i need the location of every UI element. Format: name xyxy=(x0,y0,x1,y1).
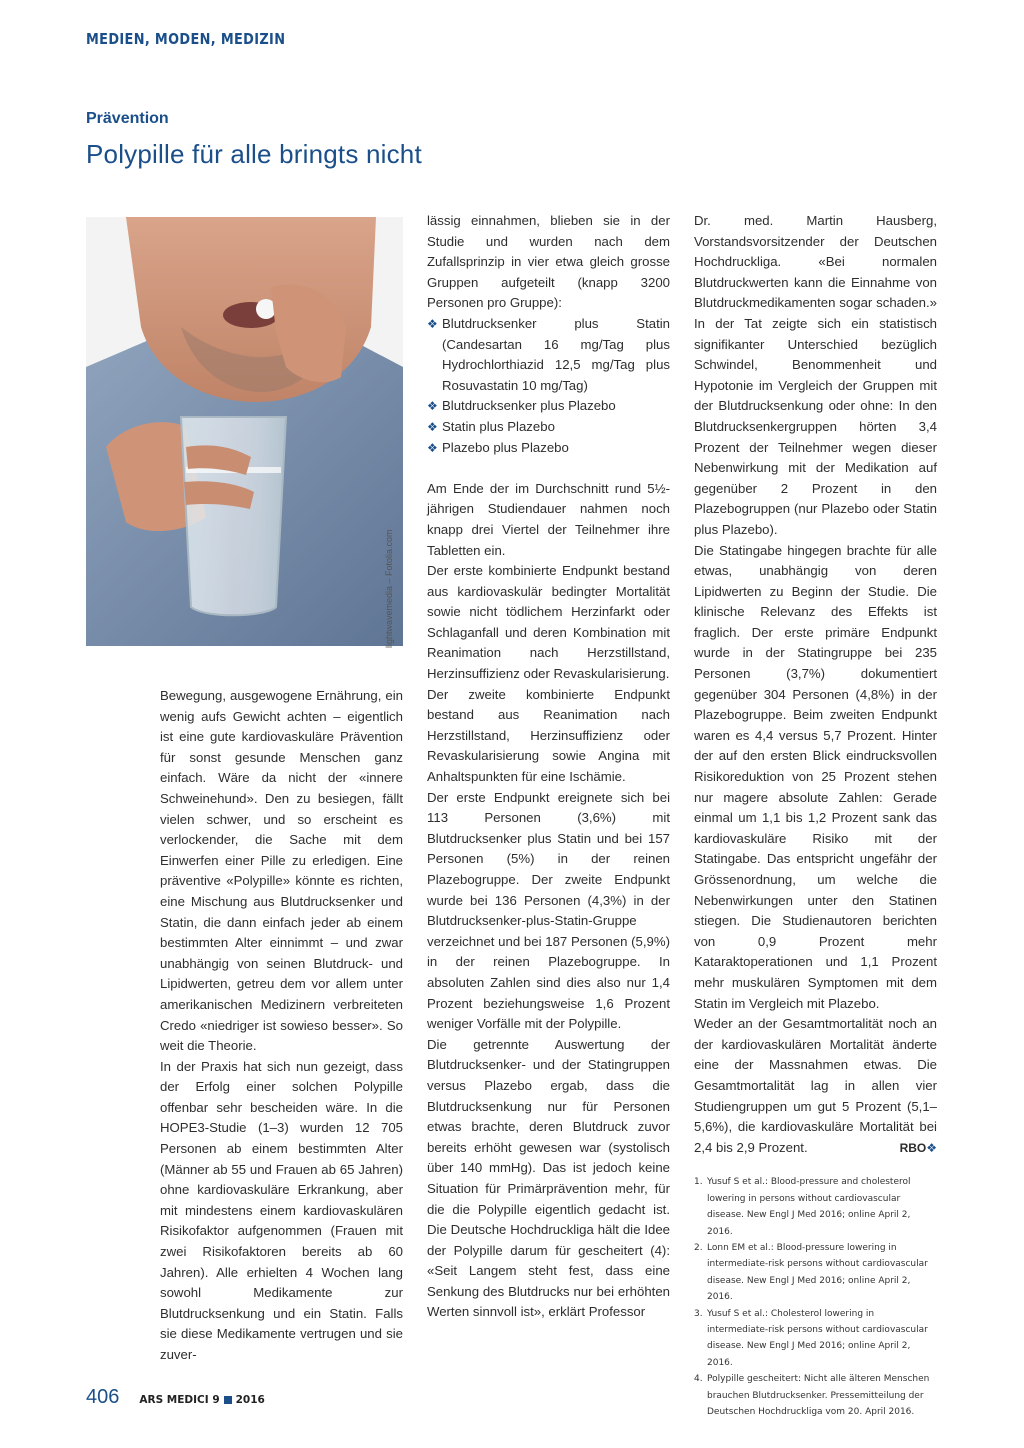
list-item xyxy=(427,438,670,459)
page-footer xyxy=(86,1386,265,1409)
reference-number: 2. xyxy=(694,1242,703,1253)
article-title: Polypille für alle bringts nicht xyxy=(86,139,422,169)
page-number: 406 xyxy=(86,1386,120,1408)
bullet-diamond-icon: ❖ xyxy=(427,399,438,414)
bullet-diamond-icon: ❖ xyxy=(427,440,438,455)
author-signature xyxy=(900,1138,937,1159)
journal-year: 2016 xyxy=(235,1394,265,1406)
column-1 xyxy=(160,686,403,1366)
spacer xyxy=(427,458,670,479)
photo-credit: lightwavemedia – Fotolia.com xyxy=(384,529,394,648)
reference-item xyxy=(694,1306,937,1372)
paragraph-text: Weder an der Gesamtmortalität noch an der kardiovaskulären Mortalität änderte eine der Massnahmen etwas. Die Gesamtmortalität lag in allen vier Studiengruppen um gut 5 Prozent (5,1–5,6%), die kardiovaskuläre Mortalität bei 2,4 bis 2,9 Prozent. xyxy=(694,1016,937,1155)
paragraph: Dr. med. Martin Hausberg, Vorstandsvorsitzender der Deutschen Hochdruckliga. «Bei normalen Blutdruckwerten kann die Einnahme von Blutdruckmedikamenten sogar schaden.» In der Tat zeigte sich ein statistisch signifikanter Unterschied bezüglich Schwindel, Benommenheit und Hypotonie im Vergleich der Gruppen mit der Blutdrucksenkung oder ohne: In den Blutdrucksenkergruppen hörten 3,4 Prozent der Teilnehmer wegen dieser Nebenwirkung mit der Medikation auf gegenüber 2 Prozent in den Plazebogruppen (nur Plazebo oder Statin plus Plazebo). xyxy=(694,213,937,537)
article-kicker: Prävention xyxy=(86,110,169,127)
column-3 xyxy=(694,211,937,1420)
list-item xyxy=(427,396,670,417)
article-photo xyxy=(86,217,403,646)
reference-number: 4. xyxy=(694,1374,703,1385)
reference-text: Yusuf S et al.: Blood-pressure and cholesterol lowering in persons without cardiovascular disease. New Engl J Med 2016; online April 2, 2016. xyxy=(707,1177,911,1237)
paragraph: In der Praxis hat sich nun gezeigt, dass der Erfolg einer solchen Polypille offenbar sehr bescheiden wäre. In die HOPE3-Studie (1–3) wurden 12 705 Personen ab einem bestimmten Alter (Männer ab 55 und Frauen ab 65 Jahren) ohne kardiovaskuläre Erkrankung, aber mit mindestens einem kardiovaskulären Risikofaktor aufgenommen (Frauen mit zwei Risikofaktoren bereits ab 60 Jahren). Alle erhielten 4 Wochen lang sowohl Medikamente zur Blutdrucksenkung und ein Statin. Falls sie diese Medikamente vertrugen und sie zuver- xyxy=(160,1058,403,1362)
column-2 xyxy=(427,211,670,1323)
square-separator-icon xyxy=(224,1396,232,1404)
list-item-text: Statin plus Plazebo xyxy=(442,418,555,434)
journal-name: ARS MEDICI 9 xyxy=(139,1394,220,1406)
references-list xyxy=(694,1174,937,1420)
paragraph xyxy=(694,1014,937,1158)
reference-text: Lonn EM et al.: Blood-pressure lowering in intermediate-risk persons without cardiovascular disease. New Engl J Med 2016; online April 2, 2016. xyxy=(707,1242,928,1303)
bullet-diamond-icon: ❖ xyxy=(427,316,438,331)
author-initials: RBO xyxy=(899,1140,927,1155)
bullet-list xyxy=(427,314,670,458)
paragraph: Die Statingabe hingegen brachte für alle etwas, unabhängig von deren Lipidwerten zu Beginn der Studie. Die klinische Relevanz des Effekts ist fraglich. Der erste primäre Endpunkt wurde in der Statingruppe bei 235 Personen (3,7%) dokumentiert gegenüber 304 Personen (4,8%) in der Plazebogruppe. Beim zweiten Endpunkt waren es 4,4 versus 5,7 Prozent. Hinter der auf den ersten Blick eindrucksvollen Risikoreduktion von 25 Prozent stehen nur magere absolute Zahlen: Gerade einmal um 1,1 bis 1,2 Prozent sank das kardiovaskuläre Risiko mit der Statingabe. Das entspricht ungefähr der Grössenordnung, um welche die Nebenwirkungen unter den Statinen stiegen. Die Studienautoren berichten von 0,9 Prozent mehr Kataraktoperationen und 1,1 Prozent mehr muskulären Symptomen mit dem Statin im Vergleich mit Plazebo. xyxy=(694,542,937,1011)
reference-text: Yusuf S et al.: Cholesterol lowering in intermediate-risk persons without cardiovascular disease. New Engl J Med 2016; online April 2, 2016. xyxy=(707,1308,928,1368)
reference-text: Polypille gescheitert: Nicht alle älteren Menschen brauchen Blutdrucksenker. Pressemitteilung der Deutschen Hochdruckliga vom 20. April 2016. xyxy=(707,1374,930,1417)
list-item-text: Plazebo plus Plazebo xyxy=(442,439,569,455)
reference-number: 1. xyxy=(694,1177,703,1188)
paragraph: Bewegung, ausgewogene Ernährung, ein wenig aufs Gewicht achten – eigentlich ist eine gute kardiovaskuläre Prävention für sonst gesunde Menschen ganz einfach. Wäre da nicht der «innere Schweinehund». Den zu besiegen, fällt vielen schwer, und so erscheint es verlockender, die Sache mit dem Einwerfen einer Pille zu erledigen. Eine präventive «Polypille» könnte es richten, eine Mischung aus Blutdrucksenker und Statin, die dann einfach jeder ab einem bestimmten Alter einnimmt – und zwar unabhängig von seinen Blutdruck- und Lipidwerten, getreu dem vor allem unter amerikanischen Medizinern verbreiteten Credo «niedriger ist sowieso besser». So weit die Theorie. xyxy=(160,688,403,1054)
reference-number: 3. xyxy=(694,1308,703,1319)
reference-item xyxy=(694,1174,937,1240)
paragraph: Am Ende der im Durchschnitt rund 5½-jährigen Studiendauer nahmen noch knapp drei Viertel der Teilnehmer ihre Tabletten ein. xyxy=(427,480,670,558)
reference-item xyxy=(694,1240,937,1306)
reference-item xyxy=(694,1371,937,1420)
paragraph: lässig einnahmen, blieben sie in der Studie und wurden nach dem Zufallsprinzip in vier etwa gleich grosse Gruppen aufgeteilt (knapp 3200 Personen pro Gruppe): xyxy=(427,213,670,311)
bullet-diamond-icon: ❖ xyxy=(427,419,438,434)
list-item-text: Blutdrucksenker plus Statin (Candesartan 16 mg/Tag plus Hydrochlorthiazid 12,5 mg/Tag plus Rosuvastatin 10 mg/Tag) xyxy=(442,315,670,393)
list-item xyxy=(427,417,670,438)
section-header: MEDIEN, MODEN, MEDIZIN xyxy=(86,30,286,48)
paragraph: Der erste Endpunkt ereignete sich bei 113 Personen (3,6%) mit Blutdrucksenker plus Statin und bei 157 Personen (5%) in der reinen Plazebogruppe. Der zweite Endpunkt wurde bei 136 Personen (4,3%) in der Blutdrucksenker-plus-Statin-Gruppe verzeichnet und bei 187 Personen (5,9%) in der reinen Plazebogruppe. In absoluten Zahlen sind dies also nur 1,4 Prozent beziehungsweise 1,6 Prozent weniger Vorfälle mit der Polypille. xyxy=(427,789,670,1032)
author-diamond-icon: ❖ xyxy=(926,1140,937,1155)
paragraph: Die getrennte Auswertung der Blutdrucksenker- und der Statingruppen versus Plazebo ergab, dass die Blutdrucksenkung nur für Personen etwas brachte, deren Blutdruck zuvor bereits erhöht gewesen war (systolisch über 140 mmHg). Das ist jedoch keine Situation für Primärprävention mehr, für die die Polypille eigentlich gedacht ist. Die Deutsche Hochdruckliga hält die Idee der Polypille darum für gescheitert (4): «Seit Langem steht fest, dass eine Senkung des Blutdrucks nur bei erhöhten Werten sinnvoll ist», erklärt Professor xyxy=(427,1036,670,1320)
paragraph: Der erste kombinierte Endpunkt bestand aus kardiovaskulär bedingter Mortalität sowie nicht tödlichem Herzinfarkt oder Schlaganfall und deren Kombination mit Reanimation nach Herzstillstand, Herzinsuffizienz oder Revaskularisierung. xyxy=(427,563,670,682)
paragraph: Der zweite kombinierte Endpunkt bestand aus Reanimation nach Herzstillstand, Herzinsuffizienz oder Revaskularisierung sowie Angina mit Anhaltspunkten für eine Ischämie. xyxy=(427,686,670,785)
list-item xyxy=(427,314,670,396)
list-item-text: Blutdrucksenker plus Plazebo xyxy=(442,398,616,414)
journal-issue xyxy=(139,1394,264,1406)
